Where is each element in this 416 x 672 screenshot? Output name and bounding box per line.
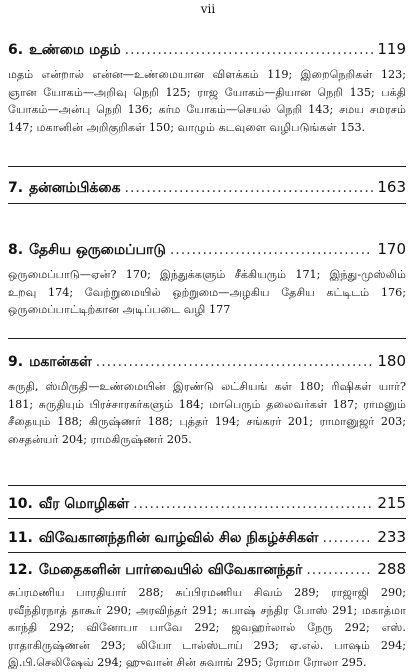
chapter-number: 6.	[8, 42, 24, 58]
chapter-8	[8, 240, 406, 319]
chapter-page: 215	[377, 494, 406, 512]
leader-dots	[125, 42, 374, 58]
chapter-6	[8, 40, 406, 136]
chapter-title: விவேகானந்தரின் வாழ்வில் சில நிகழ்ச்சிகள்	[38, 530, 319, 546]
chapter-number: 12.	[8, 562, 33, 578]
divider	[8, 485, 406, 486]
divider	[8, 203, 406, 204]
leader-dots	[170, 242, 374, 258]
chapter-summary: மதம் என்றால் என்ன—உண்மையான விளக்கம் 119; இறைநெறிகள் 123; ஞான யோகம்—அறிவு நெறி 125; ராஜ யோகம்—தியான நெறி 135; பக்தி யோகம்—அன்பு நெறி 136; கர்ம யோகம்—செயல் நெறி 143; சமய சமரசம் 147; மகானின் அறிகுறிகள் 150; வாழும் கடவுளை வழிபடுங்கள் 153.	[8, 68, 406, 134]
chapter-11	[8, 528, 406, 548]
leader-dots	[133, 496, 373, 512]
chapter-page: 163	[377, 178, 406, 196]
chapter-heading	[8, 40, 406, 60]
divider	[8, 518, 406, 519]
chapter-heading	[8, 528, 406, 548]
chapter-page: 170	[377, 240, 406, 258]
chapter-heading	[8, 352, 406, 372]
leader-dots	[306, 562, 373, 578]
chapter-number: 8.	[8, 242, 24, 258]
chapter-10	[8, 494, 406, 514]
chapter-title: தேசிய ஒருமைப்பாடு	[29, 242, 166, 258]
chapter-9	[8, 352, 406, 448]
chapter-page: 119	[377, 40, 406, 58]
page-number: vii	[200, 2, 216, 16]
chapter-title: உண்மை மதம்	[29, 42, 121, 58]
chapter-page: 233	[377, 528, 406, 546]
chapter-summary: சுருதி, ஸ்மிருதி—உண்மையின் இரண்டு லட்சியங் கள் 180; ரிஷிகள் யார்? 181; சுருதியும் பிரச்சாரகர்களும் 184; மாபெரும் தலைவர்கள் 187; ராமனும் சீதையும் 188; கிருஷ்ணர் 188; புத்தர் 194; சங்கரர் 201; ராமானுஜர் 203; சைதன்யர் 204; ராமகிருஷ்ணர் 205.	[8, 380, 406, 446]
leader-dots	[125, 180, 374, 196]
divider	[8, 338, 406, 339]
chapter-heading	[8, 240, 406, 260]
chapter-7	[8, 178, 406, 198]
chapter-summary: ஒருமைப்பாடு—ஏன்? 170; இந்துக்களும் சீக்கியரும் 171; இந்து-முஸ்லிம் உறவு 174; வேற்றுமையில் ஒற்றுமை—அழகிய தேசிய கட்டிடம் 176; ஒருமைப்பாட்டிற்கான அடிப்படை வழி 177	[8, 268, 406, 317]
chapter-number: 9.	[8, 354, 24, 370]
divider	[8, 166, 406, 167]
chapter-summary: சுப்ரமணிய பாரதியார் 288; சுப்பிரமணிய சிவம் 289; ராஜாஜி 290; ரவீந்திரநாத் தாகூர் 290; அரவிந்தர் 291; சுபாஷ் சந்திர போஸ் 291; மகாத்மா காந்தி 292; வினோபா பாவே 292; ஜவஹர்லால் நேரு 292; எஸ். ராதாகிருஷ்ணன் 293; லியோ டால்ஸ்டாய் 293; ஏ.எல். பாஷம் 294; இ.பி.செலிஷேவ் 294; ஹுவான் சின் சுவாங் 295; ரோமா ரோலா 295.	[8, 586, 406, 670]
chapter-title: மகான்கள்	[29, 354, 92, 370]
chapter-number: 11.	[8, 530, 33, 546]
chapter-number: 7.	[8, 180, 24, 196]
chapter-title: தன்னம்பிக்கை	[29, 180, 121, 196]
chapter-title: வீர மொழிகள்	[38, 496, 130, 512]
chapter-heading	[8, 494, 406, 514]
chapter-page: 288	[377, 560, 406, 578]
chapter-page: 180	[377, 352, 406, 370]
leader-dots	[96, 354, 374, 370]
chapter-heading	[8, 560, 406, 580]
chapter-heading	[8, 178, 406, 198]
chapter-title: மேதைகளின் பார்வையில் விவேகானந்தர்	[38, 562, 303, 578]
divider	[8, 552, 406, 553]
leader-dots	[323, 530, 374, 546]
chapter-12	[8, 560, 406, 672]
chapter-number: 10.	[8, 496, 33, 512]
